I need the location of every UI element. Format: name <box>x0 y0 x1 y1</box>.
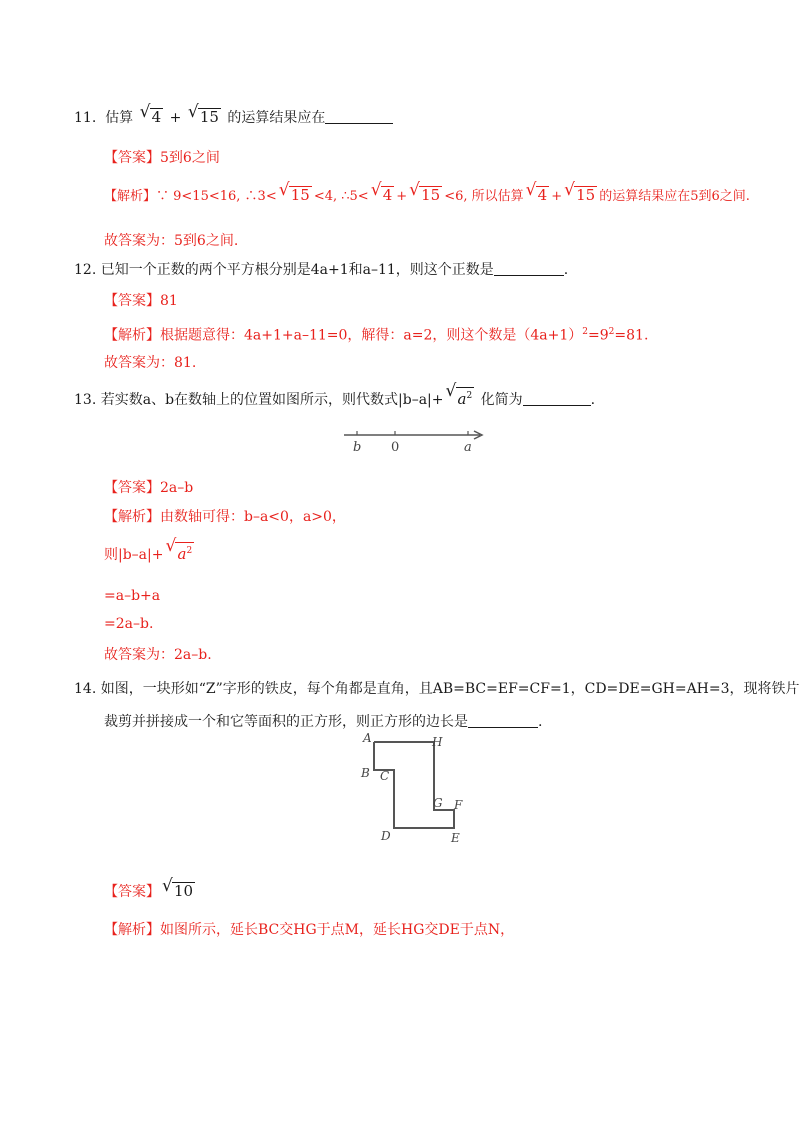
q13-stem: 13. 若实数a、b在数轴上的位置如图所示，则代数式|b–a|+ √ $a^2$ 化简为 . <box>74 381 596 408</box>
label-D: D <box>381 829 391 843</box>
q11-answer-blank <box>325 109 393 124</box>
z-shape-outline <box>374 742 454 828</box>
q13-answer-blank <box>523 391 591 406</box>
q12-number: 12. <box>74 262 97 278</box>
q14-answer-blank <box>468 713 538 728</box>
q14-analysis: 【解析】如图所示，延长BC交HG于点M，延长HG交DE于点N， <box>104 922 515 938</box>
label-B: B <box>361 766 370 780</box>
q14-number: 14. <box>74 681 97 697</box>
label-G: G <box>433 796 443 810</box>
q14-answer: 【答案】 √ 10 <box>104 876 194 900</box>
label-H: H <box>432 735 443 749</box>
q11-analysis: 【解析】∵ 9<15<16, ∴3< √ 15 <4, ∴5< √ 4 + √ 15 <6, 所以估算 √ 4 + √ 15 的运算结果应在5到6之间. <box>104 180 750 204</box>
label-F: F <box>454 798 463 812</box>
q13-sqrt-a2: √ $a^2$ <box>445 381 473 408</box>
q12-final: 故答案为：81. <box>104 355 197 371</box>
q12-answer: 【答案】81 <box>104 293 178 309</box>
q11-number: 11. <box>74 110 97 126</box>
q13-number: 13. <box>74 392 97 408</box>
q14-sqrt-10: √ 10 <box>162 876 194 900</box>
label-b: b <box>353 440 362 455</box>
q11-final: 故答案为：5到6之间. <box>104 233 239 249</box>
q12-analysis: 【解析】根据题意得：4a+1+a–11=0，解得：a=2，则这个数是$(4a+1)^2=9^2=81$. <box>104 327 649 344</box>
q11-sqrt-15: √ 15 <box>187 102 219 126</box>
q12-answer-blank <box>494 261 564 276</box>
z-shape-figure <box>355 730 475 848</box>
q14-stem-line2: 裁剪并拼接成一个和它等面积的正方形，则正方形的边长是 . <box>104 714 543 730</box>
q13-answer: 【答案】2a–b <box>104 480 194 496</box>
label-E: E <box>451 831 460 845</box>
label-A: A <box>363 731 372 745</box>
q13-final: 故答案为：2a–b. <box>104 647 212 663</box>
q13-analysis: 【解析】由数轴可得：b–a<0，a>0， <box>104 509 346 525</box>
answer-tag: 【答案】 <box>104 150 160 166</box>
number-line-figure <box>340 423 490 457</box>
q12-stem: 12. 已知一个正数的两个平方根分别是4a+1和a–11，则这个正数是 . <box>74 262 569 278</box>
q13-step3: =2a–b. <box>104 616 154 632</box>
label-zero: 0 <box>391 440 400 455</box>
q11-sqrt-4: √ 4 <box>139 102 162 126</box>
q13-step2: =a–b+a <box>104 588 161 604</box>
label-a: a <box>464 440 472 455</box>
q11-stem: 11. 估算 √ 4 + √ 15 的运算结果应在 <box>74 108 393 128</box>
q11-answer: 【答案】5到6之间 <box>104 150 220 166</box>
analysis-tag: 【解析】 <box>104 189 157 204</box>
q14-stem-line1: 14. 如图，一块形如“Z”字形的铁皮，每个角都是直角，且AB=BC=EF=CF=1，CD=DE=GH=AH=3，现将铁片 <box>74 681 800 697</box>
q13-step1: 则|b–a|+ √ $a^2$ <box>104 536 193 563</box>
label-C: C <box>380 769 390 783</box>
